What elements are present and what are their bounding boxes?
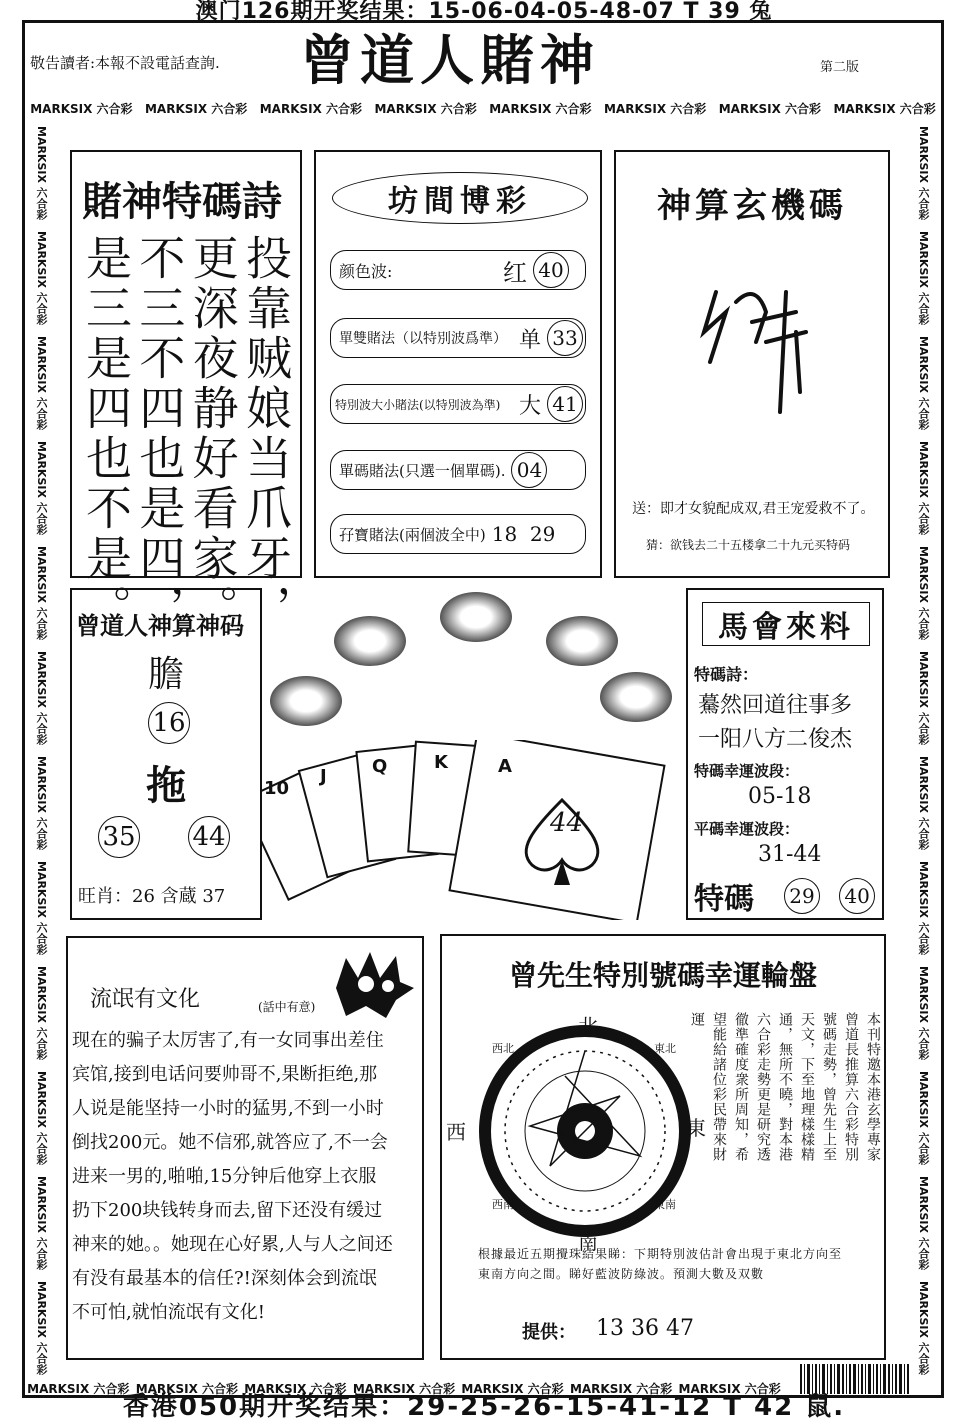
calc-num3: 44: [188, 816, 230, 858]
macau-result-line: 澳门126期开奖结果：15-06-04-05-48-07 T 39 兔: [195, 0, 773, 24]
card-label: A: [498, 756, 512, 777]
horse-poem-line: 一阳八方二俊杰: [698, 727, 853, 752]
band-label: MARKSIX 六合彩: [374, 102, 477, 116]
band-label: MARKSIX 六合彩: [244, 1382, 347, 1396]
horse-poem-line: 驀然回道往事多: [698, 693, 853, 718]
betting-row-number: 41: [547, 386, 583, 422]
face-doodle-icon: [326, 948, 416, 1020]
horse-poem-label: 特碼詩：: [694, 665, 759, 684]
calc-word2: 拖: [146, 762, 186, 809]
band-right: [908, 120, 938, 1380]
betting-row-value: 红: [503, 258, 527, 287]
band-label: MARKSIX 六合彩: [917, 230, 930, 325]
betting-row: [330, 250, 586, 290]
band-label: MARKSIX 六合彩: [35, 545, 48, 640]
band-label: MARKSIX 六合彩: [35, 1070, 48, 1165]
calc-word1: 膽: [147, 654, 184, 695]
mystery-title: 神算玄機碼: [657, 186, 847, 226]
calc-num1-wrap: [148, 702, 190, 744]
betting-title: 坊間博彩: [332, 172, 588, 224]
dir-west: 西: [446, 1120, 466, 1144]
band-label: MARKSIX 六合彩: [35, 860, 48, 955]
wheel-side-column: 通，無所不曉，對本港: [777, 1012, 793, 1162]
wheel-side-column: 曾道長推算六合彩特別: [843, 1012, 859, 1162]
band-label: MARKSIX 六合彩: [917, 755, 930, 850]
horse-title: 馬會來料: [702, 602, 870, 646]
betting-row-number: 04: [511, 452, 547, 488]
egg-icon: [270, 676, 342, 726]
dir-ne: 東北: [654, 1042, 676, 1055]
egg-icon: [600, 672, 672, 722]
wheel-side-column: 運: [689, 1012, 705, 1027]
betting-row: [330, 450, 586, 490]
notice-text: 敬告讀者:本報不設電話查詢.: [30, 54, 220, 72]
band-label: MARKSIX 六合彩: [569, 1382, 673, 1396]
mystery-riddle: 猜：欲钱去二十五楼拿二十九元买特码: [646, 538, 851, 552]
egg-icon: [334, 616, 406, 666]
wheel-side-column: 六合彩走勢更是研究透: [755, 1012, 771, 1162]
betting-row-number: 40: [533, 252, 569, 288]
betting-row-value: 大: [518, 393, 541, 419]
wheel-side-text: [686, 1012, 884, 1232]
egg-icon: [546, 616, 618, 666]
horse-special-num: 40: [839, 878, 875, 914]
card-label: K: [434, 752, 448, 773]
story-line: 人说是能坚持一小时的猛男,不到一小时: [72, 1098, 384, 1119]
story-line: 有没有最基本的信任?!深刻体会到流氓: [72, 1268, 377, 1289]
band-label: MARKSIX 六合彩: [917, 1070, 930, 1165]
story-body: [72, 1024, 422, 1330]
wheel-side-column: 望能給諸位彩民帶來財: [711, 1012, 727, 1162]
horse-box: [686, 588, 884, 920]
band-label: MARKSIX 六合彩: [917, 965, 930, 1060]
betting-row-number: 18 29: [491, 522, 556, 546]
barcode-icon: [800, 1364, 910, 1394]
betting-row: [330, 384, 586, 424]
band-label: MARKSIX 六合彩: [603, 102, 707, 116]
band-label: MARKSIX 六合彩: [352, 1382, 456, 1396]
band-label: MARKSIX 六合彩: [917, 440, 930, 535]
poem-column: 是三是四也不是。: [79, 234, 133, 634]
story-line: 神来的她。。她现在心好累,人与人之间还: [72, 1234, 393, 1255]
band-label: MARKSIX 六合彩: [917, 545, 930, 640]
betting-row-label: 特別波大小賭法(以特別波為準): [335, 397, 501, 412]
betting-row: [330, 318, 586, 358]
band-label: MARKSIX 六合彩: [489, 102, 592, 116]
horse-special-num: 29: [784, 878, 820, 914]
band-label: MARKSIX 六合彩: [30, 102, 133, 116]
band-label: MARKSIX 六合彩: [35, 335, 48, 430]
wheel-side-column: 本刊特邀本港玄學專家: [865, 1012, 881, 1162]
story-title: 流氓有文化: [90, 987, 201, 1012]
wheel-note: 根據最近五期攪珠結果睇：下期特別波估計會出現于東北方向至東南方向之間。睇好藍波防綠波。預測大數及双數: [478, 1247, 843, 1281]
mystery-song: 送：即才女貌配成双,君王宠爱救不了。: [632, 501, 875, 517]
band-top: [24, 100, 942, 117]
betting-row-label: 單碼賭法(只選一個單碼).: [339, 461, 506, 480]
band-label: MARKSIX 六合彩: [35, 1175, 48, 1270]
horse-special-nums: [778, 878, 875, 914]
horse-lucky-label: 特碼幸運波段：: [694, 762, 800, 780]
calc-title: 曾道人神算神码: [76, 611, 244, 640]
dir-se: 東南: [654, 1198, 676, 1211]
poem-column: 更深夜静好看家。: [185, 234, 240, 634]
story-line: 不可怕,就怕流氓有文化!: [72, 1302, 265, 1323]
betting-row-value: 单: [518, 327, 541, 353]
band-label: MARKSIX 六合彩: [35, 440, 48, 535]
band-label: MARKSIX 六合彩: [35, 650, 48, 745]
wheel-title: 曾先生特別號碼幸運輪盤: [508, 959, 817, 992]
wheel-box: [440, 934, 886, 1360]
wheel-side-column: 天文，下至地理樣樣精: [799, 1012, 815, 1162]
dir-north: 北: [578, 1014, 598, 1038]
band-label: MARKSIX 六合彩: [35, 965, 48, 1060]
band-label: MARKSIX 六合彩: [35, 230, 48, 325]
cards-center-number: 44: [550, 808, 584, 838]
horse-lucky-range: 05-18: [748, 784, 812, 809]
betting-box: [314, 150, 602, 578]
provide-nums: 13 36 47: [596, 1316, 694, 1341]
card-label: Q: [372, 756, 388, 777]
calc-num3-wrap: [188, 816, 230, 858]
horse-flat-label: 平碼幸運波段：: [694, 820, 800, 838]
poem-column: 投靠贼娘当爪牙，: [238, 234, 293, 634]
band-label: MARKSIX 六合彩: [259, 102, 363, 116]
band-label: MARKSIX 六合彩: [718, 102, 822, 116]
band-label: MARKSIX 六合彩: [917, 860, 930, 955]
dir-sw: 西南: [492, 1198, 514, 1211]
calc-num2-wrap: [98, 816, 140, 858]
band-label: MARKSIX 六合彩: [144, 102, 248, 116]
band-label: MARKSIX 六合彩: [833, 102, 936, 116]
handwritten-scribble-icon: [696, 272, 826, 422]
band-label: MARKSIX 六合彩: [35, 1280, 48, 1375]
poem-columns: [80, 234, 292, 634]
band-label: MARKSIX 六合彩: [135, 1382, 238, 1396]
band-label: MARKSIX 六合彩: [678, 1382, 781, 1396]
band-label: MARKSIX 六合彩: [917, 125, 930, 220]
horse-flat-range: 31-44: [758, 842, 822, 867]
calc-num2: 35: [98, 816, 140, 858]
band-label: MARKSIX 六合彩: [917, 335, 930, 430]
dir-south: 南: [578, 1230, 598, 1254]
card-label: J: [320, 766, 327, 787]
band-label: MARKSIX 六合彩: [27, 1382, 130, 1396]
story-line: 现在的骗子太厉害了,有一女同事出差住: [72, 1030, 384, 1051]
edition-label: 第二版: [820, 60, 860, 75]
story-subtitle: (話中有意): [258, 1000, 316, 1014]
betting-row-label: 單雙賭法（以特別波爲準）: [339, 331, 507, 347]
calc-num1: 16: [148, 702, 190, 744]
story-line: 进来一男的,啪啪,15分钟后他穿上衣服: [72, 1166, 377, 1187]
story-box: [66, 936, 424, 1360]
card-label: 10: [264, 778, 290, 799]
mystery-box: [614, 150, 890, 578]
dir-east: 東: [686, 1116, 706, 1140]
hongkong-result-line: 香港050期开奖结果：29-25-26-15-41-12 T 42 鼠.: [122, 1392, 846, 1422]
story-line: 宾馆,接到电话问要帅哥不,果断拒绝,那: [72, 1064, 378, 1085]
calc-box: [70, 588, 262, 920]
band-label: MARKSIX 六合彩: [917, 1280, 930, 1375]
band-label: MARKSIX 六合彩: [35, 755, 48, 850]
band-label: MARKSIX 六合彩: [917, 650, 930, 745]
masthead-title: 曾道人賭神: [300, 28, 600, 92]
poem-title: 賭神特碼詩: [82, 178, 282, 225]
betting-row-label: 孖寶賭法(兩個波全中): [339, 525, 486, 544]
story-line: 倒找200元。她不信邪,就答应了,不一会: [72, 1132, 388, 1153]
wheel-side-column: 號碼走勢，曾先生上至: [821, 1012, 837, 1162]
band-label: MARKSIX 六合彩: [917, 1175, 930, 1270]
band-label: MARKSIX 六合彩: [461, 1382, 564, 1396]
betting-row-label: 颜色波:: [339, 261, 393, 281]
band-left: [26, 120, 56, 1380]
wheel-side-column: 徹準確度衆所周知，希: [733, 1012, 749, 1162]
horse-special-label: 特碼: [694, 882, 754, 917]
calc-footer: 旺肖：26 含蔵 37: [78, 886, 226, 907]
provide-label: 提供：: [522, 1322, 576, 1343]
egg-icon: [440, 592, 512, 642]
story-line: 扔下200块钱转身而去,留下还没有缓过: [72, 1200, 383, 1221]
dir-nw: 西北: [492, 1042, 514, 1055]
band-label: MARKSIX 六合彩: [35, 125, 48, 220]
betting-row: [330, 514, 586, 554]
betting-row-number: 33: [547, 320, 583, 356]
poem-column: 不三不四也是四，: [132, 234, 187, 634]
